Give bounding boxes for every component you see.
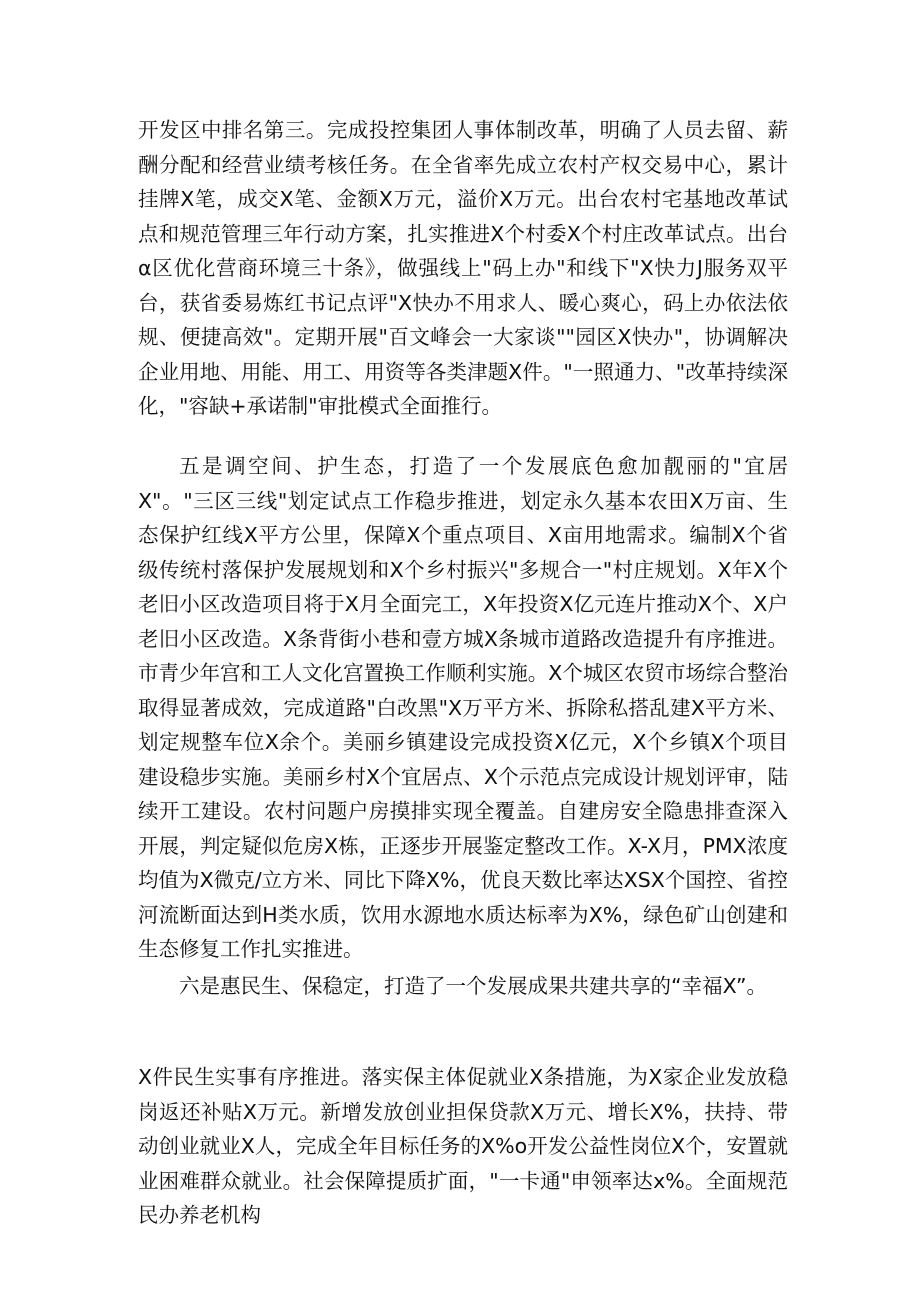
paragraph-heading-livelihood: 六是惠民生、保稳定，打造了一个发展成果共建共享的“幸福X”。 — [179, 974, 767, 998]
paragraph-livelihood-projects: X件民生实事有序推进。落实保主体促就业X条措施，为X家企业发放稳岗返还补贴X万元。新增发放创业担保贷款X万元、增长X%，扶持、带动创业就业X人，完成全年目标任务的X%o开发公益性岗位X个，安置就业困难群众就业。社会保障提质扩面，"一卡通"申领率达x%。全面规范民办养老机构 — [138, 1065, 788, 1227]
paragraph-livable-ecology: 五是调空间、护生态，打造了一个发展底色愈加靓丽的"宜居X"。"三区三线"划定试点工作稳步推进，划定永久基本农田X万亩、生态保护红线X平方公里，保障X个重点项目、X亩用地需求。编制X个省级传统村落保护发展规划和X个乡村振兴"多规合一"村庄规划。X年X个老旧小区改造项目将于X月全面完工，X年投资X亿元连片推动X个、X户老旧小区改造。X条背街小巷和壹方城X条城市道路改造提升有序推进。市青少年宫和工人文化宫置换工作顺利实施。X个城区农贸市场综合整治取得显著成效，完成道路"白改黑"X万平方米、拆除私搭乱建X平方米、划定规整车位X余个。美丽乡镇建设完成投资X亿元，X个乡镇X个项目建设稳步实施。美丽乡村X个宜居点、X个示范点完成设计规划评审，陆续开工建设。农村问题户房摸排实现全覆盖。自建房安全隐患排查深入开展，判定疑似危房X栋，正逐步开展鉴定整改工作。X-X月，PMX浓度均值为X微克/立方米、同比下降X%，优良天数比率达XSX个国控、省控河流断面达到H类水质，饮用水源地水质达标率为X%，绿色矿山创建和生态修复工作扎实推进。 — [138, 454, 788, 961]
paragraph-reform-continuation: 开发区中排名第三。完成投控集团人事体制改革，明确了人员去留、薪酬分配和经营业绩考核任务。在全省率先成立农村产权交易中心，累计挂牌X笔，成交X笔、金额X万元，溢价X万元。出台农村宅基地改革试点和规范管理三年行动方案，扎实推进X个村委X个村庄改革试点。出台α区优化营商环境三十条》，做强线上"码上办"和线下"X快力J服务双平台，获省委易炼红书记点评"X快办不用求人、暖心爽心，码上办依法依规、便捷高效"。定期开展"百文峰会一大家谈""园区X快办"，协调解决企业用地、用能、用工、用资等各类津题X件。"一照通力、"改革持续深化，"容缺+承诺制"审批模式全面推行。 — [138, 118, 788, 418]
